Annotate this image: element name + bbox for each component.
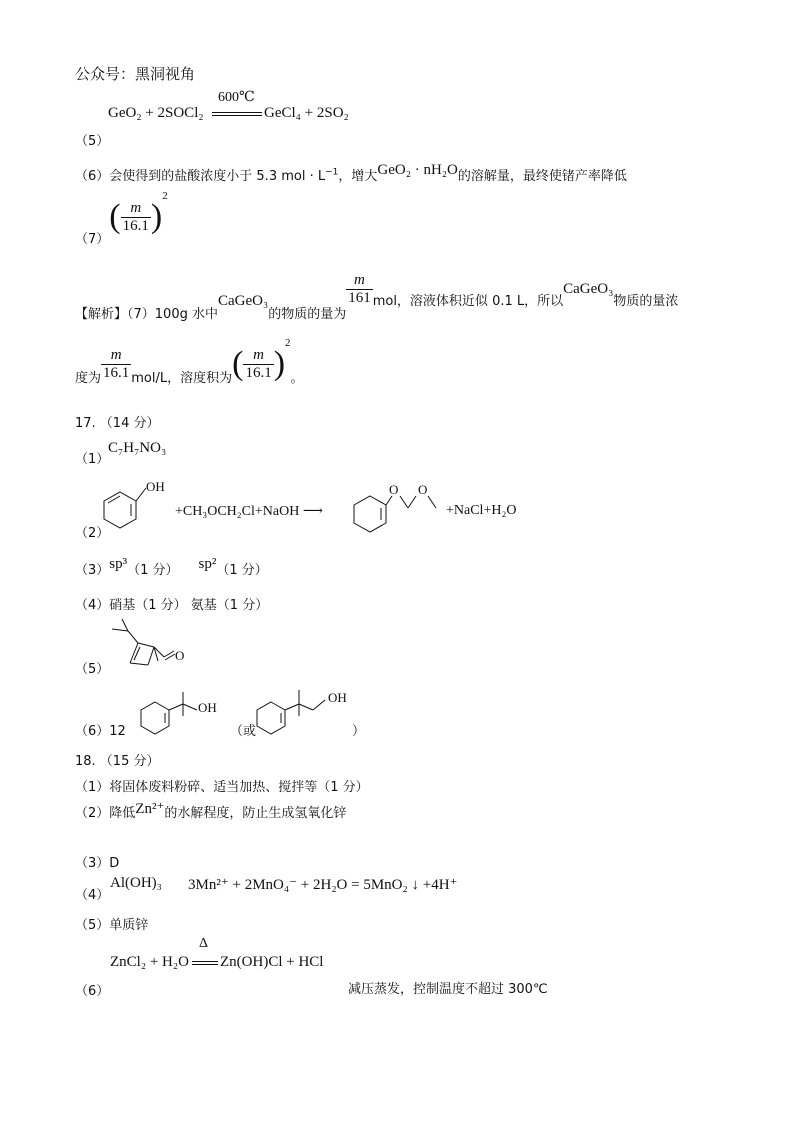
square-exponent-2: 2 [285, 337, 291, 350]
q18-2-text-a: （2）降低 [75, 806, 136, 821]
fraction-m-161: $\frac{m}{161}$ [348, 272, 371, 306]
q18-4-label: （4） [75, 888, 110, 903]
analysis-text-e: 度为 [75, 370, 102, 386]
sp2-text: sp² [198, 556, 217, 572]
analysis-text-d: 物质的量浓 [613, 294, 679, 309]
aldehyde-o: O [175, 648, 185, 663]
fraction-m-16-1-b: $\frac{m}{16.1}$ [103, 346, 130, 381]
fraction-m-16-1-c: $\frac{m}{16.1}$ [245, 346, 272, 381]
line6-formula: GeO₂ · nH₂O [377, 162, 458, 178]
q18-4-aloh3: Al(OH)₃ [110, 875, 162, 891]
q17-6-label: （6）12 [75, 724, 126, 739]
cyclopentene-aldehyde-structure [108, 617, 198, 677]
eq5-left: GeO₂ + 2SOCl₂ [108, 105, 204, 121]
q18-6-eq-right: Zn(OH)Cl + HCl [220, 954, 324, 970]
line-6 [75, 162, 627, 185]
q17-5-label: （5） [75, 662, 110, 677]
analysis-text-c: mol，溶液体积近似 0.1 L，所以 [372, 294, 564, 309]
q17-1-label: （1） [75, 452, 110, 467]
zn2-ion: Zn²⁺ [135, 801, 165, 817]
q18-5: （5）单质锌 [75, 918, 149, 933]
analysis-line-2 [75, 337, 304, 386]
mom-ether-structure [352, 478, 452, 538]
q17-header: 17. （14 分） [75, 416, 160, 431]
label-5: （5） [75, 134, 110, 149]
q18-6-label: （6） [75, 984, 110, 999]
q18-6-condition: Δ [199, 936, 209, 951]
alcohol1-oh: OH [198, 700, 217, 715]
q18-4-equation: 3Mn²⁺ + 2MnO₄⁻ + 2H₂O = 5MnO₂ ↓ +4H⁺ [188, 877, 458, 893]
q17-2-label: （2） [75, 526, 110, 541]
q18-6-arrow-line [192, 961, 218, 965]
line-7 [75, 190, 168, 247]
q17-3-line [75, 553, 268, 578]
eq5-condition: 600℃ [218, 90, 255, 105]
q18-6-note: 减压蒸发，控制温度不超过 300℃ [348, 982, 548, 997]
square-exponent: 2 [162, 190, 168, 203]
paren-right: ) [150, 198, 163, 235]
q18-3: （3）D [75, 856, 120, 871]
q18-2-text-b: 的水解程度，防止生成氢氧化锌 [164, 806, 347, 821]
alcohol2-oh: OH [328, 690, 347, 705]
analysis-text-b: 的物质的量为 [268, 307, 347, 322]
sp3-text: sp³ [109, 556, 128, 572]
label-7: （7） [75, 231, 110, 247]
analysis-text-f: mol/L，溶度积为 [131, 370, 233, 386]
analysis-line-1 [75, 272, 679, 322]
paren-right-2: ) [273, 345, 286, 382]
line6-text-a: 会使得到的盐酸浓度小于 5.3 mol · L [109, 169, 326, 184]
q18-6-eq-left: ZnCl₂ + H₂O [110, 954, 189, 970]
line6-sup: −1 [325, 167, 339, 178]
q17-2-products: +NaCl+H₂O [446, 503, 517, 518]
q18-1: （1）将固体废料粉碎、适当加热、搅拌等（1 分） [75, 780, 369, 795]
phenol-oh-label: OH [146, 479, 165, 494]
one-point-a: （1 分） [127, 563, 179, 578]
analysis-text-g: 。 [290, 370, 304, 386]
paren-left: ( [109, 198, 121, 235]
watermark: 公众号：黑洞视角 [75, 65, 196, 83]
label-6: （6） [75, 169, 110, 184]
line6-text-c: 的溶解量，最终使锗产率降低 [457, 169, 627, 184]
q17-3-label: （3） [75, 563, 110, 578]
one-point-b: （1 分） [216, 563, 268, 578]
paren-left-2: ( [232, 345, 244, 382]
eq5-right: GeCl₄ + 2SO₂ [264, 105, 349, 121]
or-open: （或 [230, 724, 257, 739]
analysis-text-a: 【解析】（7）100g 水中 [75, 307, 218, 322]
fraction-m-16-1: $\frac{m}{16.1}$ [122, 199, 149, 234]
eq5-arrow-line [212, 112, 262, 116]
ether-o-1: O [389, 482, 399, 497]
q17-2-reactants: +CH₃OCH₂Cl+NaOH ⟶ [175, 504, 323, 519]
or-close: ） [352, 724, 366, 739]
cageo3-formula-2: CaGeO₃ [563, 281, 614, 297]
q17-1-formula: C₇H₇NO₃ [108, 440, 167, 456]
q18-header: 18. （15 分） [75, 754, 160, 769]
ether-o-2: O [418, 482, 428, 497]
line6-text-b: ，增大 [338, 169, 378, 184]
q18-2-line [75, 802, 346, 822]
cageo3-formula: CaGeO₃ [217, 293, 269, 309]
q17-4-line: （4）硝基（1 分） 氨基（1 分） [75, 598, 269, 613]
